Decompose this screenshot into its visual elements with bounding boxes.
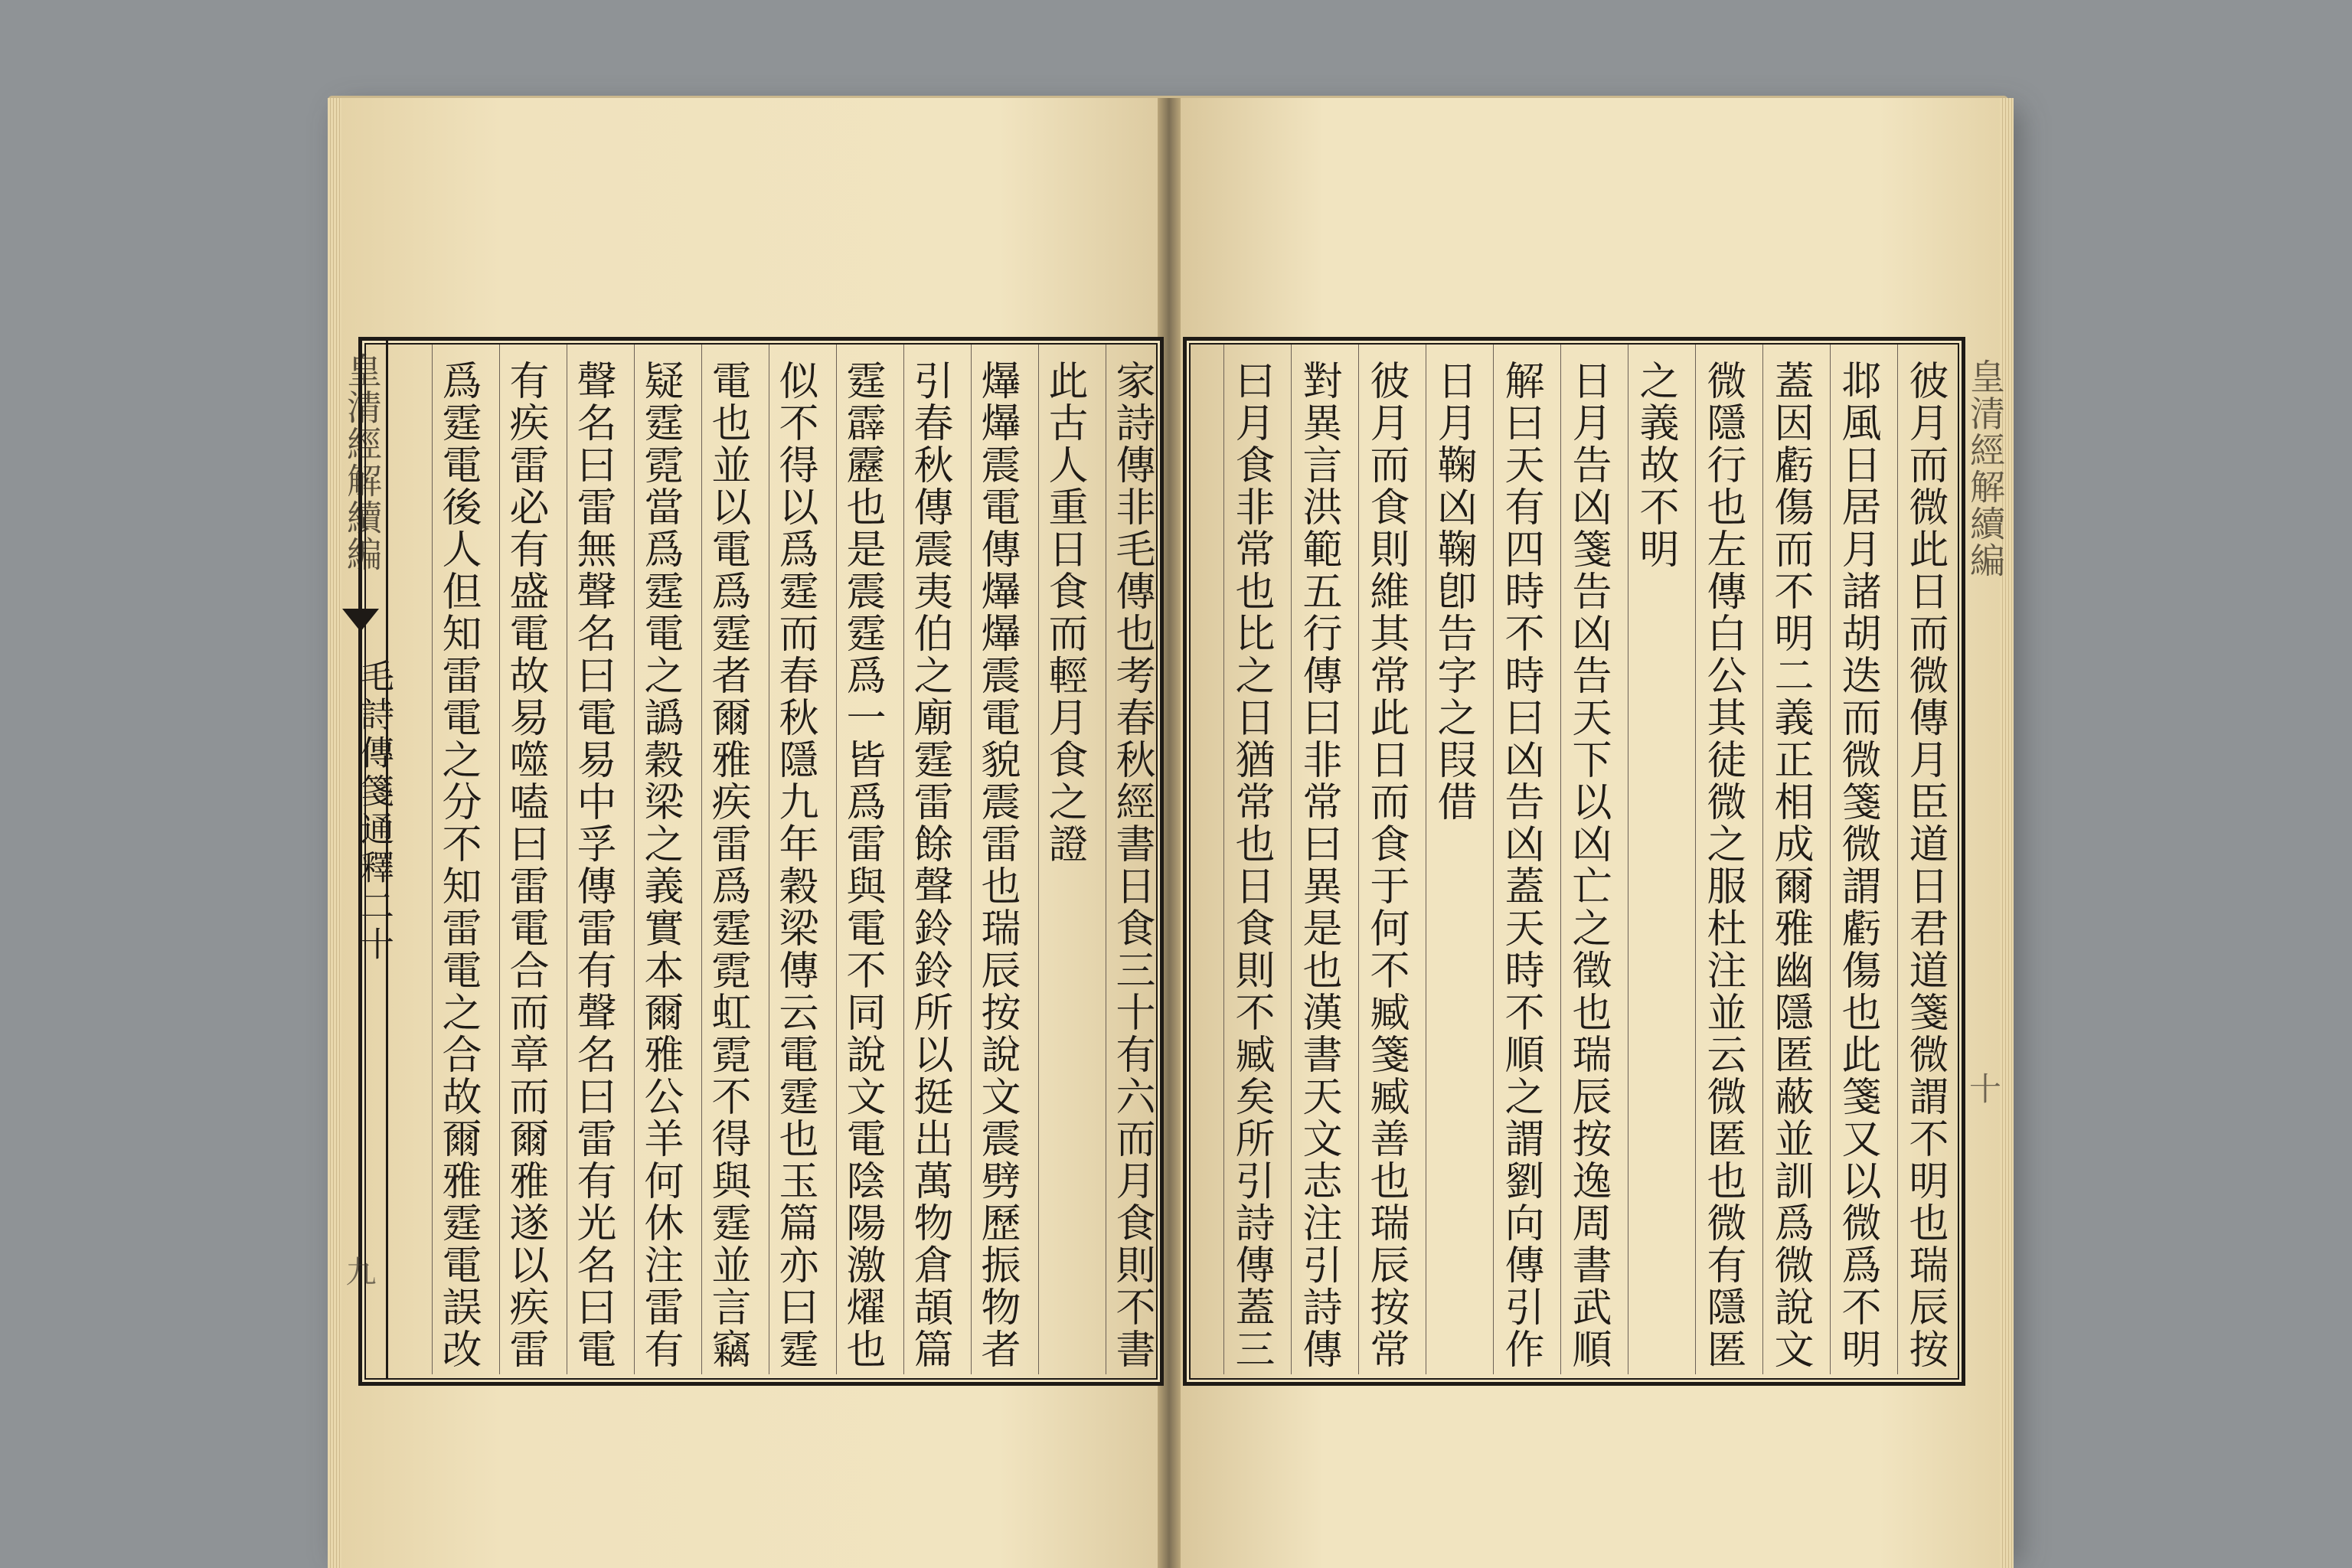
column-rule xyxy=(1358,345,1359,1374)
left-banxin-header: 皇清經解續編 xyxy=(341,352,383,573)
column-rule xyxy=(1695,345,1696,1374)
text-column: 蓋因虧傷而不明二義正相成爾雅幽隱匿蔽並訓爲微說文 xyxy=(1767,360,1813,1370)
column-rule xyxy=(1223,345,1224,1374)
text-column: 微隱行也左傳白公其徒微之服杜注並云微匿也微有隱匿 xyxy=(1700,360,1746,1370)
text-column: 有疾雷必有盛電故易噬嗑曰雷電合而章而爾雅遂以疾雷 xyxy=(502,360,548,1370)
text-column: 對異言洪範五行傳曰非常曰異是也漢書天文志注引詩傳 xyxy=(1295,360,1341,1370)
column-rule xyxy=(1291,345,1292,1374)
column-rule xyxy=(1560,345,1561,1374)
text-column: 解曰天有四時不時曰凶告凶蓋天時不順之謂劉向傳引作 xyxy=(1498,360,1544,1370)
text-column: 邶風日居月諸胡迭而微箋微謂虧傷也此箋又以微爲不明 xyxy=(1834,360,1880,1370)
column-rule xyxy=(701,345,702,1374)
text-column: 聲名曰雷無聲名曰電易中孚傳雷有聲名曰雷有光名曰電 xyxy=(570,360,616,1370)
text-column: 疑霆霓當爲霆電之譌穀梁之義實本爾雅公羊何休注雷有 xyxy=(637,360,683,1370)
column-rule xyxy=(499,345,500,1374)
text-column: 家詩傳非毛傳也考春秋經書日食三十有六而月食則不書 xyxy=(1109,360,1155,1370)
fish-tail-mark-icon xyxy=(342,609,379,632)
column-rule xyxy=(1493,345,1494,1374)
text-column: 爗爗震電傳爗爗震電貌震雷也瑞辰按說文震劈歷振物者 xyxy=(974,360,1020,1370)
text-column: 電也並以電爲霆者爾雅疾雷爲霆霓虹霓不得與霆並言竊 xyxy=(704,360,750,1370)
text-column: 日月告凶箋告凶告天下以凶亡之徵也瑞辰按逸周書武順 xyxy=(1565,360,1611,1370)
text-column: 霆霹靂也是震霆爲一皆爲雷與電不同說文電陰陽激燿也 xyxy=(839,360,885,1370)
column-rule xyxy=(836,345,837,1374)
right-banxin-header: 皇清經解續編 xyxy=(1965,358,2006,579)
column-rule xyxy=(1897,345,1898,1374)
left-page-number: 九 xyxy=(341,1256,376,1286)
text-column: 引春秋傳震夷伯之廟霆雷餘聲鈴鈴所以挺出萬物倉頡篇 xyxy=(906,360,952,1370)
text-column: 彼月而食則維其常此日而食于何不臧箋臧善也瑞辰按常 xyxy=(1363,360,1409,1370)
column-rule xyxy=(432,345,433,1374)
column-rule xyxy=(971,345,972,1374)
column-rule xyxy=(634,345,635,1374)
column-rule xyxy=(1038,345,1039,1374)
column-rule xyxy=(1762,345,1763,1374)
right-leaf-edges xyxy=(2000,98,2014,1568)
text-column: 曰月食非常也比之日猶常也日食則不臧矣所引詩傳蓋三 xyxy=(1228,360,1274,1370)
text-column: 日月鞠凶鞠卽告字之叚借 xyxy=(1430,360,1476,823)
text-column: 之義故不明 xyxy=(1632,360,1678,570)
text-column: 爲霆電後人但知雷電之分不知雷電之合故爾雅霆電誤改 xyxy=(435,360,481,1370)
text-column: 此古人重日食而輕月食之證 xyxy=(1041,360,1087,865)
column-rule xyxy=(1830,345,1831,1374)
right-page-number: 十 xyxy=(1965,1072,2002,1104)
text-column: 彼月而微此日而微傳月臣道日君道箋微謂不明也瑞辰按 xyxy=(1902,360,1948,1370)
column-rule xyxy=(903,345,904,1374)
left-banxin-title: 毛詩傳箋通釋二十 xyxy=(354,658,394,965)
text-column: 似不得以爲霆而春秋隱九年穀梁傳云電霆也玉篇亦曰霆 xyxy=(772,360,818,1370)
